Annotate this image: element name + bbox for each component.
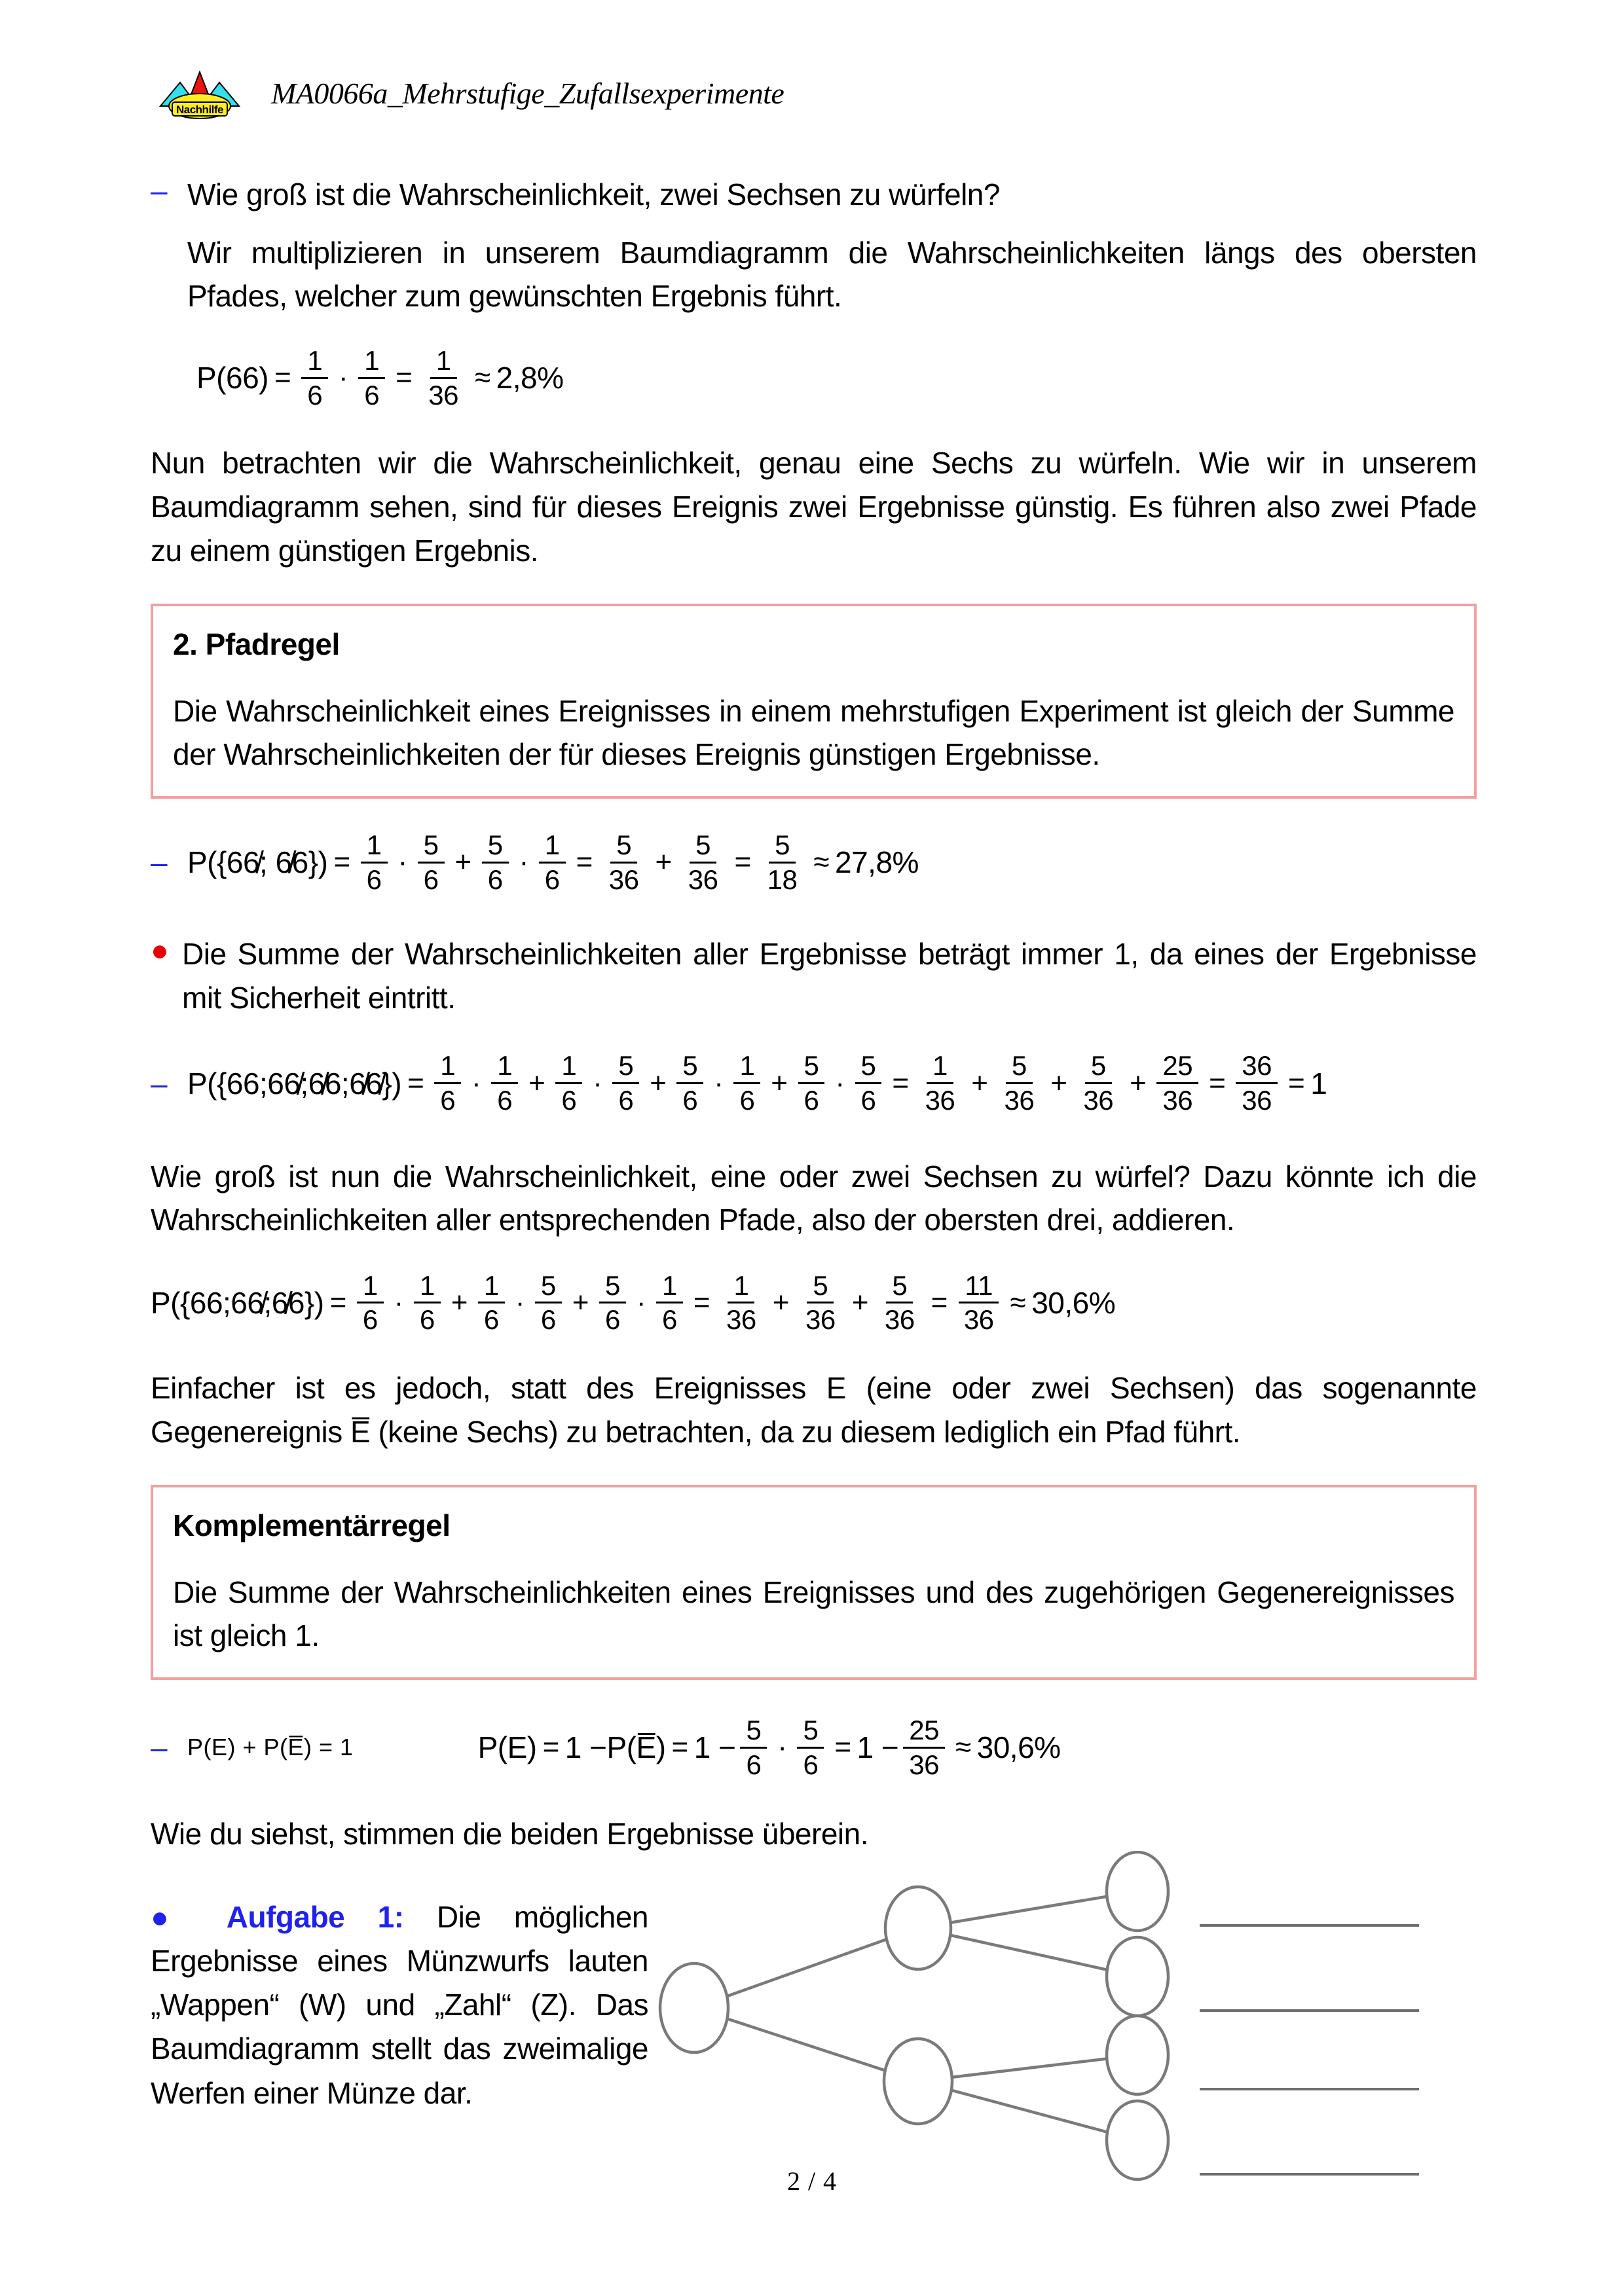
rule-box-body: Die Wahrscheinlichkeit eines Ereignisses in einem mehrstufigen Experiment ist gleich der Summe der Wahrscheinlichkeiten der für dieses Ereignis günstigen Ergebnisse. xyxy=(173,693,1454,772)
rule-box-body: Die Summe der Wahrscheinlichkeiten eines Ereignisses und des zugehörigen Gegenereignisses ist gleich 1. xyxy=(173,1575,1454,1653)
logo-text: Nachhilfe xyxy=(175,103,224,116)
task-label: Aufgabe 1: xyxy=(226,1899,404,1934)
page-header xyxy=(151,60,1477,126)
task-description: Die möglichen Ergebnisse eines Münzwurfs lauten „Wappen“ (W) und „Zahl“ (Z). Das Baumdiagramm stellt das zweimalige Werfen einer Münze dar. xyxy=(151,1899,648,2110)
paragraph-gegenereignis: Einfacher ist es jedoch, statt des Ereignisses E (eine oder zwei Sechsen) das sogenannte Gegenereignis E̅ (keine Sechs) zu betrachten, da zu diesem lediglich ein Pfad führt. xyxy=(151,1371,1477,1449)
question-text: Wie groß ist die Wahrscheinlichkeit, zwei Sechsen zu würfeln? xyxy=(187,177,1000,211)
formula-complement-calc: P(E) = 1 − P(E̅) = 1 − $\frac{5}{6}$ · $\frac{5}{6}$ = 1 − $\frac{25}{36}$ ≈ 30,6% xyxy=(477,1715,1061,1780)
formula-list-item xyxy=(151,1049,1477,1116)
task-section xyxy=(151,1895,1477,2205)
paragraph-conclusion: Wie du siehst, stimmen die beiden Ergebnisse überein. xyxy=(151,1817,868,1851)
dash-marker: – xyxy=(151,173,168,208)
page-number: 2 / 4 xyxy=(786,2166,838,2196)
dash-marker: – xyxy=(151,845,168,880)
formula-one-or-two: P({66;66̸;6̸6}) = $\frac{1}{6}$ · 1 6 + $\frac{1}{6}$ · 5 6 + $\frac{5}{6}$ · $\frac{1}{6}$ = $\frac{1}{36}$ + $\frac{5}{36}$ + $\frac{5}{36}$ = $\frac{11}{36}$ ≈ 30,6% xyxy=(151,1269,1116,1336)
rule-box-pfadregel xyxy=(151,604,1477,799)
document-title: MA0066a_Mehrstufige_Zufallsexperimente xyxy=(271,76,784,110)
dash-marker: – xyxy=(151,1066,168,1101)
tree-branch-node-1 xyxy=(885,1887,951,1969)
rule-box-title: Komplementärregel xyxy=(173,1508,451,1543)
bullet-list-item xyxy=(151,932,1477,1019)
bullet-marker: ● xyxy=(151,933,169,968)
tree-diagram xyxy=(656,1851,1439,2205)
formula-list-item xyxy=(151,1714,1477,1781)
paragraph-multiply-rule: Wir multiplizieren in unserem Baumdiagramm die Wahrscheinlichkeiten längs des obersten Pfades, welcher zum gewünschten Ergebnis führt. xyxy=(187,235,1477,314)
tree-root-node xyxy=(660,1963,728,2052)
paragraph-one-or-two: Wie groß ist nun die Wahrscheinlichkeit, eine oder zwei Sechsen zu würfel? Dazu könnte ich die Wahrscheinlichkeiten aller entsprechenden Pfade, also der obersten drei, addieren. xyxy=(151,1159,1477,1237)
tree-leaf-node-1 xyxy=(1107,1852,1168,1931)
rule-box-title: 2. Pfadregel xyxy=(173,627,340,662)
formula-all-outcomes: P({66;66̸;6̸6;6̸6̸}) = $\frac{1}{6}$ · 1 6 + $\frac{1}{6}$ · 5 6 + $\frac{5}{6}$ · 1 6 + $\frac{5}{6}$ · $\frac{5}{6}$ = $\frac{1}{36}$ + $\frac{5}{36}$ + $\frac{5}{36}$ + $\frac{25}{36}$ = $\frac{36}{36}$ = 1 xyxy=(187,1050,1327,1116)
tree-branch-node-2 xyxy=(884,2039,952,2124)
formula-complement-small: P(E) + P(E̅) = 1 xyxy=(187,1734,354,1761)
bullet-marker: ● xyxy=(151,1899,194,1934)
formula-p66: P(66) = $\frac{1}{6}$ · $\frac{1}{6}$ = $\frac{1}{36}$ ≈ 2,8% xyxy=(196,345,564,410)
dash-marker: – xyxy=(151,1730,168,1765)
bullet-text-sum-one: Die Summe der Wahrscheinlichkeiten aller Ergebnisse beträgt immer 1, da eines der Ergebnisse mit Sicherheit eintritt. xyxy=(182,937,1477,1015)
tree-leaf-node-2 xyxy=(1107,1937,1168,2016)
formula-one-six: P({66̸; 6̸6}) = $\frac{1}{6}$ · 5 6 + $\frac{5}{6}$ · $\frac{1}{6}$ = $\frac{5}{36}$ + $\frac{5}{36}$ = $\frac{5}{18}$ ≈ 27,8% xyxy=(187,829,919,895)
nachhilfe-logo xyxy=(151,65,249,121)
formula-list-item xyxy=(151,829,1477,896)
task-text xyxy=(151,1895,648,2115)
tree-leaf-node-3 xyxy=(1107,2016,1168,2094)
paragraph-one-six: Nun betrachten wir die Wahrscheinlichkeit, genau eine Sechs zu würfeln. Wie wir in unserem Baumdiagramm sehen, sind für dieses Ereignis zwei Ergebnisse günstig. Es führen also zwei Pfade zu einem günstigen Ergebnis. xyxy=(151,446,1477,568)
question-list-item xyxy=(151,173,1477,217)
rule-box-komplementaerregel xyxy=(151,1485,1477,1680)
